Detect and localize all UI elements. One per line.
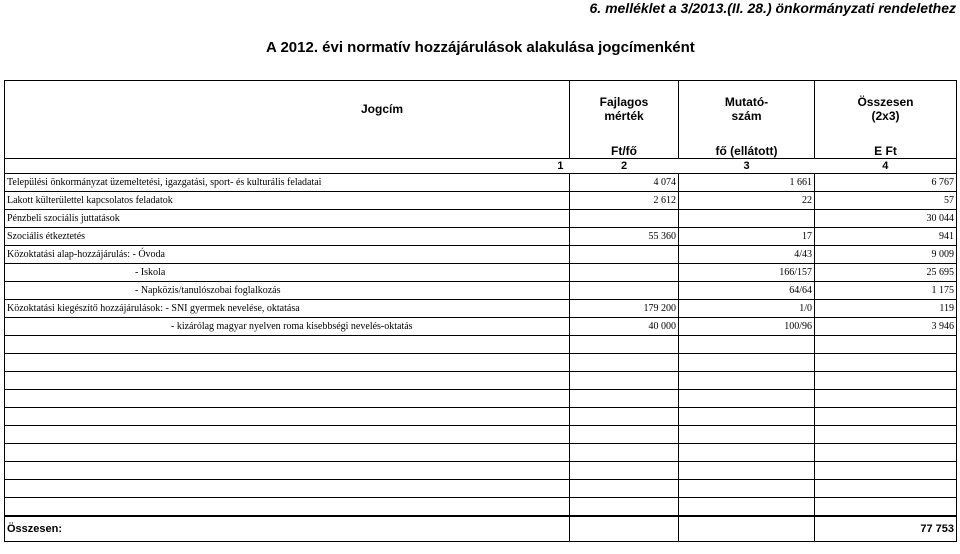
unit-row <box>5 137 957 159</box>
row-label: Lakott külterülettel kapcsolatos feladatok <box>5 192 570 210</box>
table-row <box>5 192 957 210</box>
empty-row <box>5 336 957 354</box>
row-rate <box>570 264 679 282</box>
row-label: Települési önkormányzat üzemeltetési, igazgatási, sport- és kulturális feladatai <box>5 174 570 192</box>
unit-mutato: fő (ellátott) <box>679 137 815 159</box>
row-total: 6 767 <box>815 174 957 192</box>
page-title: A 2012. évi normatív hozzájárulások alakulása jogcímenként <box>266 39 695 56</box>
unit-jogcim <box>5 137 570 159</box>
column-header-row <box>5 81 957 138</box>
row-rate: 55 360 <box>570 228 679 246</box>
allocation-table <box>4 80 957 542</box>
total-row <box>5 516 957 542</box>
row-rate <box>570 210 679 228</box>
column-header-mutato: Mutató- szám <box>679 81 815 138</box>
row-rate: 179 200 <box>570 300 679 318</box>
row-label: - Iskola <box>5 264 570 282</box>
row-count <box>679 210 815 228</box>
row-count: 100/96 <box>679 318 815 336</box>
table-row <box>5 318 957 336</box>
unit-fajlagos: Ft/fő <box>570 137 679 159</box>
table-row <box>5 264 957 282</box>
table-row <box>5 282 957 300</box>
table-row <box>5 246 957 264</box>
row-label: Közoktatási kiegészítő hozzájárulások: - SNI gyermek nevelése, oktatása <box>5 300 570 318</box>
row-rate: 2 612 <box>570 192 679 210</box>
column-index-4: 4 <box>815 159 957 174</box>
row-rate: 40 000 <box>570 318 679 336</box>
row-rate <box>570 282 679 300</box>
column-header-fajlagos: Fajlagos mérték <box>570 81 679 138</box>
empty-row <box>5 372 957 390</box>
row-total: 30 044 <box>815 210 957 228</box>
row-count: 17 <box>679 228 815 246</box>
row-total: 941 <box>815 228 957 246</box>
row-count: 166/157 <box>679 264 815 282</box>
empty-row <box>5 408 957 426</box>
row-label: Pénzbeli szociális juttatások <box>5 210 570 228</box>
row-total: 3 946 <box>815 318 957 336</box>
annex-reference: 6. melléklet a 3/2013.(II. 28.) önkormányzati rendelethez <box>589 0 956 16</box>
empty-row <box>5 462 957 480</box>
total-value: 77 753 <box>815 516 957 542</box>
empty-row <box>5 354 957 372</box>
row-total: 9 009 <box>815 246 957 264</box>
unit-osszesen: E Ft <box>815 137 957 159</box>
row-label: Közoktatási alap-hozzájárulás: - Óvoda <box>5 246 570 264</box>
column-index-2: 2 <box>570 159 679 174</box>
column-header-osszesen: Összesen (2x3) <box>815 81 957 138</box>
table-row <box>5 228 957 246</box>
row-count: 22 <box>679 192 815 210</box>
row-total: 119 <box>815 300 957 318</box>
row-label: Szociális étkeztetés <box>5 228 570 246</box>
row-total: 57 <box>815 192 957 210</box>
row-label: - Napközis/tanulószobai foglalkozás <box>5 282 570 300</box>
column-index-row <box>5 159 957 174</box>
empty-row <box>5 480 957 498</box>
row-count: 64/64 <box>679 282 815 300</box>
total-label: Összesen: <box>5 516 570 542</box>
row-total: 25 695 <box>815 264 957 282</box>
total-count <box>679 516 815 542</box>
column-header-jogcim: Jogcím <box>5 81 570 138</box>
row-total: 1 175 <box>815 282 957 300</box>
empty-row <box>5 444 957 462</box>
row-count: 1/0 <box>679 300 815 318</box>
row-label: - kizárólag magyar nyelven roma kisebbségi nevelés-oktatás <box>5 318 570 336</box>
table-row <box>5 300 957 318</box>
total-rate <box>570 516 679 542</box>
table-row <box>5 174 957 192</box>
row-rate <box>570 246 679 264</box>
empty-row <box>5 426 957 444</box>
empty-row <box>5 498 957 517</box>
row-count: 4/43 <box>679 246 815 264</box>
column-index-1: 1 <box>5 159 570 174</box>
table-row <box>5 210 957 228</box>
column-index-3: 3 <box>679 159 815 174</box>
row-count: 1 661 <box>679 174 815 192</box>
row-rate: 4 074 <box>570 174 679 192</box>
empty-row <box>5 390 957 408</box>
